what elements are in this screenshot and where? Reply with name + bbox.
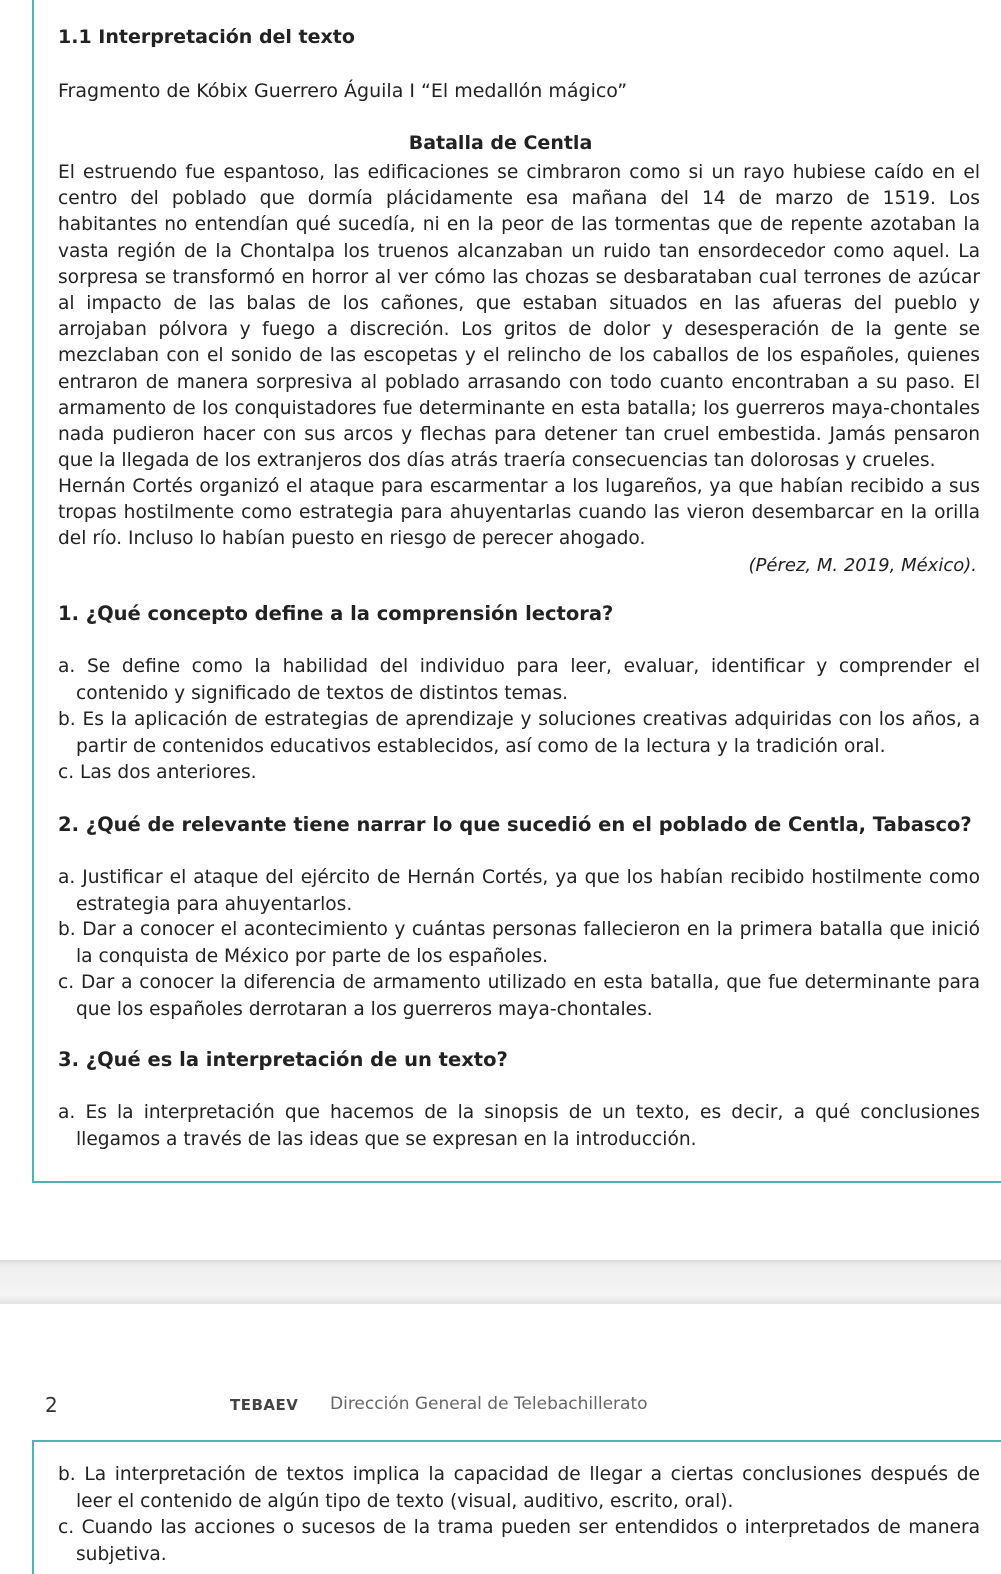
question-2-option-c[interactable]: c. Dar a conocer la diferencia de armamento utilizado en esta batalla, que fue determinante para que los españoles derrotaran a los guerreros maya-chontales.	[58, 972, 980, 1020]
question-2: 2. ¿Qué de relevante tiene narrar lo que sucedió en el poblado de Centla, Tabasco?	[58, 813, 972, 836]
page-number: 2	[45, 1393, 58, 1417]
question-1: 1. ¿Qué concepto define a la comprensión lectora?	[58, 602, 614, 625]
question-3-option-a[interactable]: a. Es la interpretación que hacemos de la sinopsis de un texto, es decir, a qué conclusiones llegamos a través de las ideas que se expresan en la introducción.	[58, 1102, 980, 1150]
question-3: 3. ¿Qué es la interpretación de un texto?	[58, 1048, 508, 1071]
question-1-option-b[interactable]: b. Es la aplicación de estrategias de aprendizaje y soluciones creativas adquiridas con los años, a partir de contenidos educativos establecidos, así como de la lectura y la tradición oral.	[58, 709, 980, 757]
question-2-option-b[interactable]: b. Dar a conocer el acontecimiento y cuántas personas fallecieron en la primera batalla que inició la conquista de México por parte de los españoles.	[58, 919, 980, 967]
footer-department: Dirección General de Telebachillerato	[330, 1394, 648, 1414]
page-separator	[0, 1260, 1001, 1304]
footer-brand: TEBAEV	[230, 1396, 299, 1414]
question-2-option-a[interactable]: a. Justificar el ataque del ejército de Hernán Cortés, ya que los habían recibido hostilmente como estrategia para ahuyentarlos.	[58, 867, 980, 915]
page-footer	[0, 1390, 1001, 1424]
question-3-option-c[interactable]: c. Cuando las acciones o sucesos de la trama pueden ser entendidos o interpretados de manera subjetiva.	[58, 1517, 980, 1565]
question-1-option-c[interactable]: c. Las dos anteriores.	[58, 762, 257, 783]
question-3-option-b[interactable]: b. La interpretación de textos implica la capacidad de llegar a ciertas conclusiones después de leer el contenido de algún tipo de texto (visual, auditivo, escrito, oral).	[58, 1464, 980, 1512]
question-1-option-a[interactable]: a. Se define como la habilidad del individuo para leer, evaluar, identificar y comprender el contenido y significado de textos de distintos temas.	[58, 656, 980, 704]
citation: (Pérez, M. 2019, México).	[748, 555, 977, 576]
story-title: Batalla de Centla	[408, 132, 593, 154]
section-heading: 1.1 Interpretación del texto	[58, 26, 355, 48]
story-paragraph-2: Hernán Cortés organizó el ataque para escarmentar a los lugareños, ya que habían recibido a sus tropas hostilmente como estrategia para ahuyentarlas cuando las vieron desembarcar en la orilla del río. Incluso lo habían puesto en riesgo de perecer ahogado.	[58, 476, 980, 550]
story-paragraph-1: El estruendo fue espantoso, las edificaciones se cimbraron como si un rayo hubiese caído en el centro del poblado que dormía plácidamente esa mañana del 14 de marzo de 1519. Los habitantes no entendían qué sucedía, ni en la peor de las tormentas que de repente azotaban la vasta región de la Chontalpa los truenos alcanzaban un ruido tan ensordecedor como aquel. La sorpresa se transformó en horror al ver cómo las chozas se desbarataban cual terrones de azúcar al impacto de las balas de los cañones, que estaban situados en las afueras del pueblo y arrojaban pólvora y fuego a discreción. Los gritos de dolor y desesperación de la gente se mezclaban con el sonido de las escopetas y el relincho de los caballos de los españoles, quienes entraron de manera sorpresiva al poblado arrasando con todo cuanto encontraban a su paso. El armamento de los conquistadores fue determinante en esta batalla; los guerreros maya-chontales nada pudieron hacer con sus arcos y flechas para detener tan cruel embestida. Jamás pensaron que la llegada de los extranjeros dos días atrás traería consecuencias tan dolorosas y crueles.	[58, 162, 980, 472]
fragment-source: Fragmento de Kóbix Guerrero Águila I “El medallón mágico”	[58, 80, 628, 102]
